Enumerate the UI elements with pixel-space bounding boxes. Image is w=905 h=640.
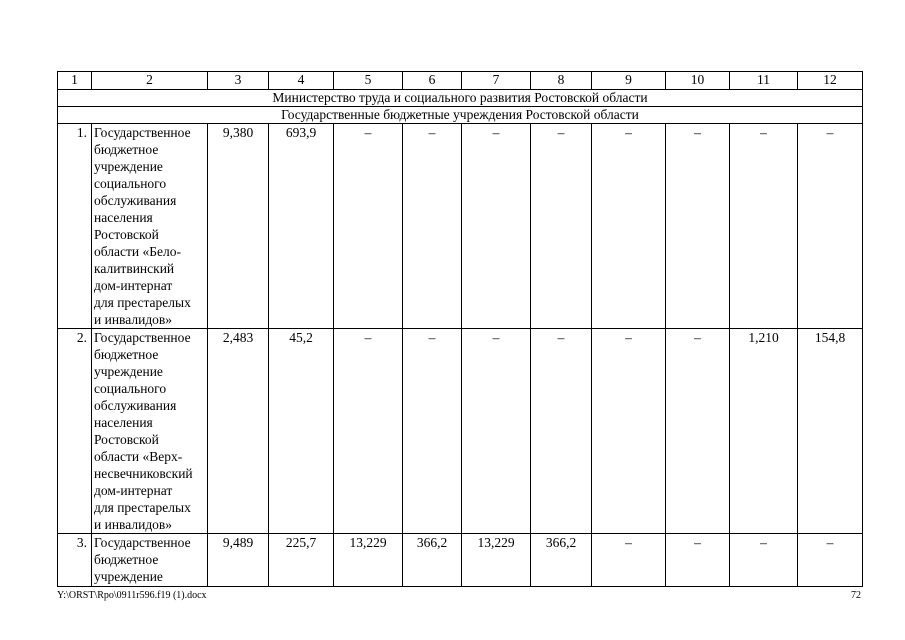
cell-value: –: [462, 329, 531, 534]
cell-value: –: [592, 534, 666, 587]
column-number: 12: [798, 72, 863, 90]
cell-value: 366,2: [403, 534, 462, 587]
cell-value: 13,229: [462, 534, 531, 587]
cell-value: –: [531, 329, 592, 534]
cell-value: –: [462, 124, 531, 329]
cell-value: 154,8: [798, 329, 863, 534]
column-number: 7: [462, 72, 531, 90]
cell-value: –: [334, 124, 403, 329]
column-number: 11: [730, 72, 798, 90]
institution-name: Государственное бюджетное учреждение: [92, 534, 208, 587]
institution-name: Государственное бюджетное учреждение социального обслуживания населения Ростовской области «Верх- несвечниковский дом-интернат для престарелых и инвалидов»: [92, 329, 208, 534]
row-number: 2.: [58, 329, 92, 534]
column-number: 4: [269, 72, 334, 90]
cell-value: –: [666, 329, 730, 534]
cell-value: 9,489: [208, 534, 269, 587]
cell-value: –: [592, 329, 666, 534]
cell-value: –: [403, 329, 462, 534]
row-number: 3.: [58, 534, 92, 587]
table-row: [58, 124, 863, 329]
institutions-row: [58, 107, 863, 124]
column-number: 6: [403, 72, 462, 90]
column-number: 1: [58, 72, 92, 90]
cell-value: –: [666, 534, 730, 587]
cell-value: –: [798, 534, 863, 587]
cell-value: –: [592, 124, 666, 329]
cell-value: 9,380: [208, 124, 269, 329]
column-number: 3: [208, 72, 269, 90]
cell-value: 693,9: [269, 124, 334, 329]
cell-value: –: [798, 124, 863, 329]
footer-page-number: 72: [851, 590, 861, 601]
column-number: 9: [592, 72, 666, 90]
cell-value: –: [730, 124, 798, 329]
table-row: [58, 534, 863, 587]
footer-file-path: Y:\ORST\Rpo\0911r596.f19 (1).docx: [57, 590, 207, 601]
cell-value: 13,229: [334, 534, 403, 587]
ministry-row: [58, 90, 863, 107]
ministry-heading: Министерство труда и социального развития Ростовской области: [58, 90, 863, 107]
column-number: 5: [334, 72, 403, 90]
table-row: [58, 329, 863, 534]
column-number-row: [58, 72, 863, 90]
cell-value: 366,2: [531, 534, 592, 587]
column-number: 10: [666, 72, 730, 90]
column-number: 8: [531, 72, 592, 90]
cell-value: 1,210: [730, 329, 798, 534]
institution-name: Государственное бюджетное учреждение социального обслуживания населения Ростовской области «Бело- калитвинский дом-интернат для престарелых и инвалидов»: [92, 124, 208, 329]
cell-value: –: [730, 534, 798, 587]
institutions-heading: Государственные бюджетные учреждения Ростовской области: [58, 107, 863, 124]
column-number: 2: [92, 72, 208, 90]
cell-value: –: [666, 124, 730, 329]
cell-value: 45,2: [269, 329, 334, 534]
cell-value: –: [334, 329, 403, 534]
data-table: [57, 71, 863, 587]
cell-value: 225,7: [269, 534, 334, 587]
row-number: 1.: [58, 124, 92, 329]
cell-value: –: [531, 124, 592, 329]
cell-value: 2,483: [208, 329, 269, 534]
cell-value: –: [403, 124, 462, 329]
